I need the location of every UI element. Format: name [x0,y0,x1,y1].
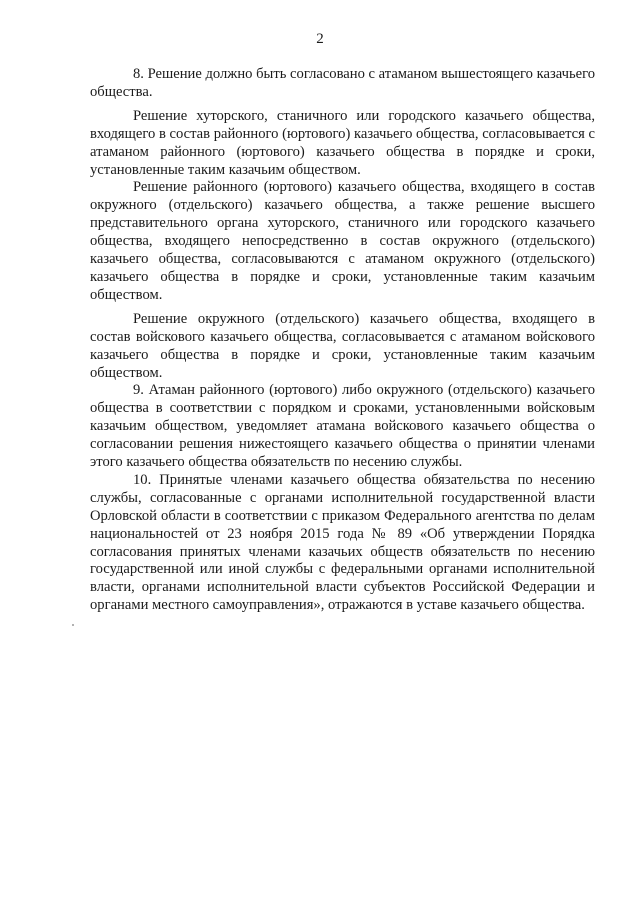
paragraph-8: 8. Решение должно быть согласовано с атаманом вышестоящего казачьего общества. [90,66,595,100]
paragraph-district-decision: Решение районного (юртового) казачьего общества, входящего в состав окружного (отдельского) казачьего общества, а также решение высшего представительного органа хуторского, станичного или городского казачьего общества, входящего непосредственно в состав окружного (отдельского) казачьего общества, согласовываются с атаманом окружного (отдельского) казачьего общества в порядке и сроки, установленные таким казачьим обществом. [90,179,595,303]
page-number: 2 [316,31,324,47]
document-body [90,66,595,615]
scan-speck [72,624,74,626]
paragraph-khutor-decision: Решение хуторского, станичного или городского казачьего общества, входящего в состав районного (юртового) казачьего общества, согласовывается с атаманом районного (юртового) казачьего общества в порядке и сроки, установленные таким казачьим обществом. [90,107,595,178]
paragraph-okrug-decision: Решение окружного (отдельского) казачьего общества, входящего в состав войскового казачьего общества, согласовывается с атаманом войскового казачьего общества в порядке и сроки, установленные таким казачьим обществом. [90,310,595,381]
paragraph-10: 10. Принятые членами казачьего общества обязательства по несению службы, согласованные с органами исполнительной государственной власти Орловской области в соответствии с приказом Федерального агентства по делам национальностей от 23 ноября 2015 года № 89 «Об утверждении Порядка согласования принятых членами казачьих обществ обязательств по несению государственной или иной службы с федеральными органами исполнительной власти, органами исполнительной власти субъектов Российской Федерации и органами местного самоуправления», отражаются в уставе казачьего общества. [90,471,595,614]
paragraph-9: 9. Атаман районного (юртового) либо окружного (отдельского) казачьего общества в соответствии с порядком и сроками, установленными войсковым казачьим обществом, уведомляет атамана войскового казачьего общества о согласовании решения нижестоящего казачьего общества о принятии членами этого казачьего общества обязательств по несению службы. [90,382,595,471]
